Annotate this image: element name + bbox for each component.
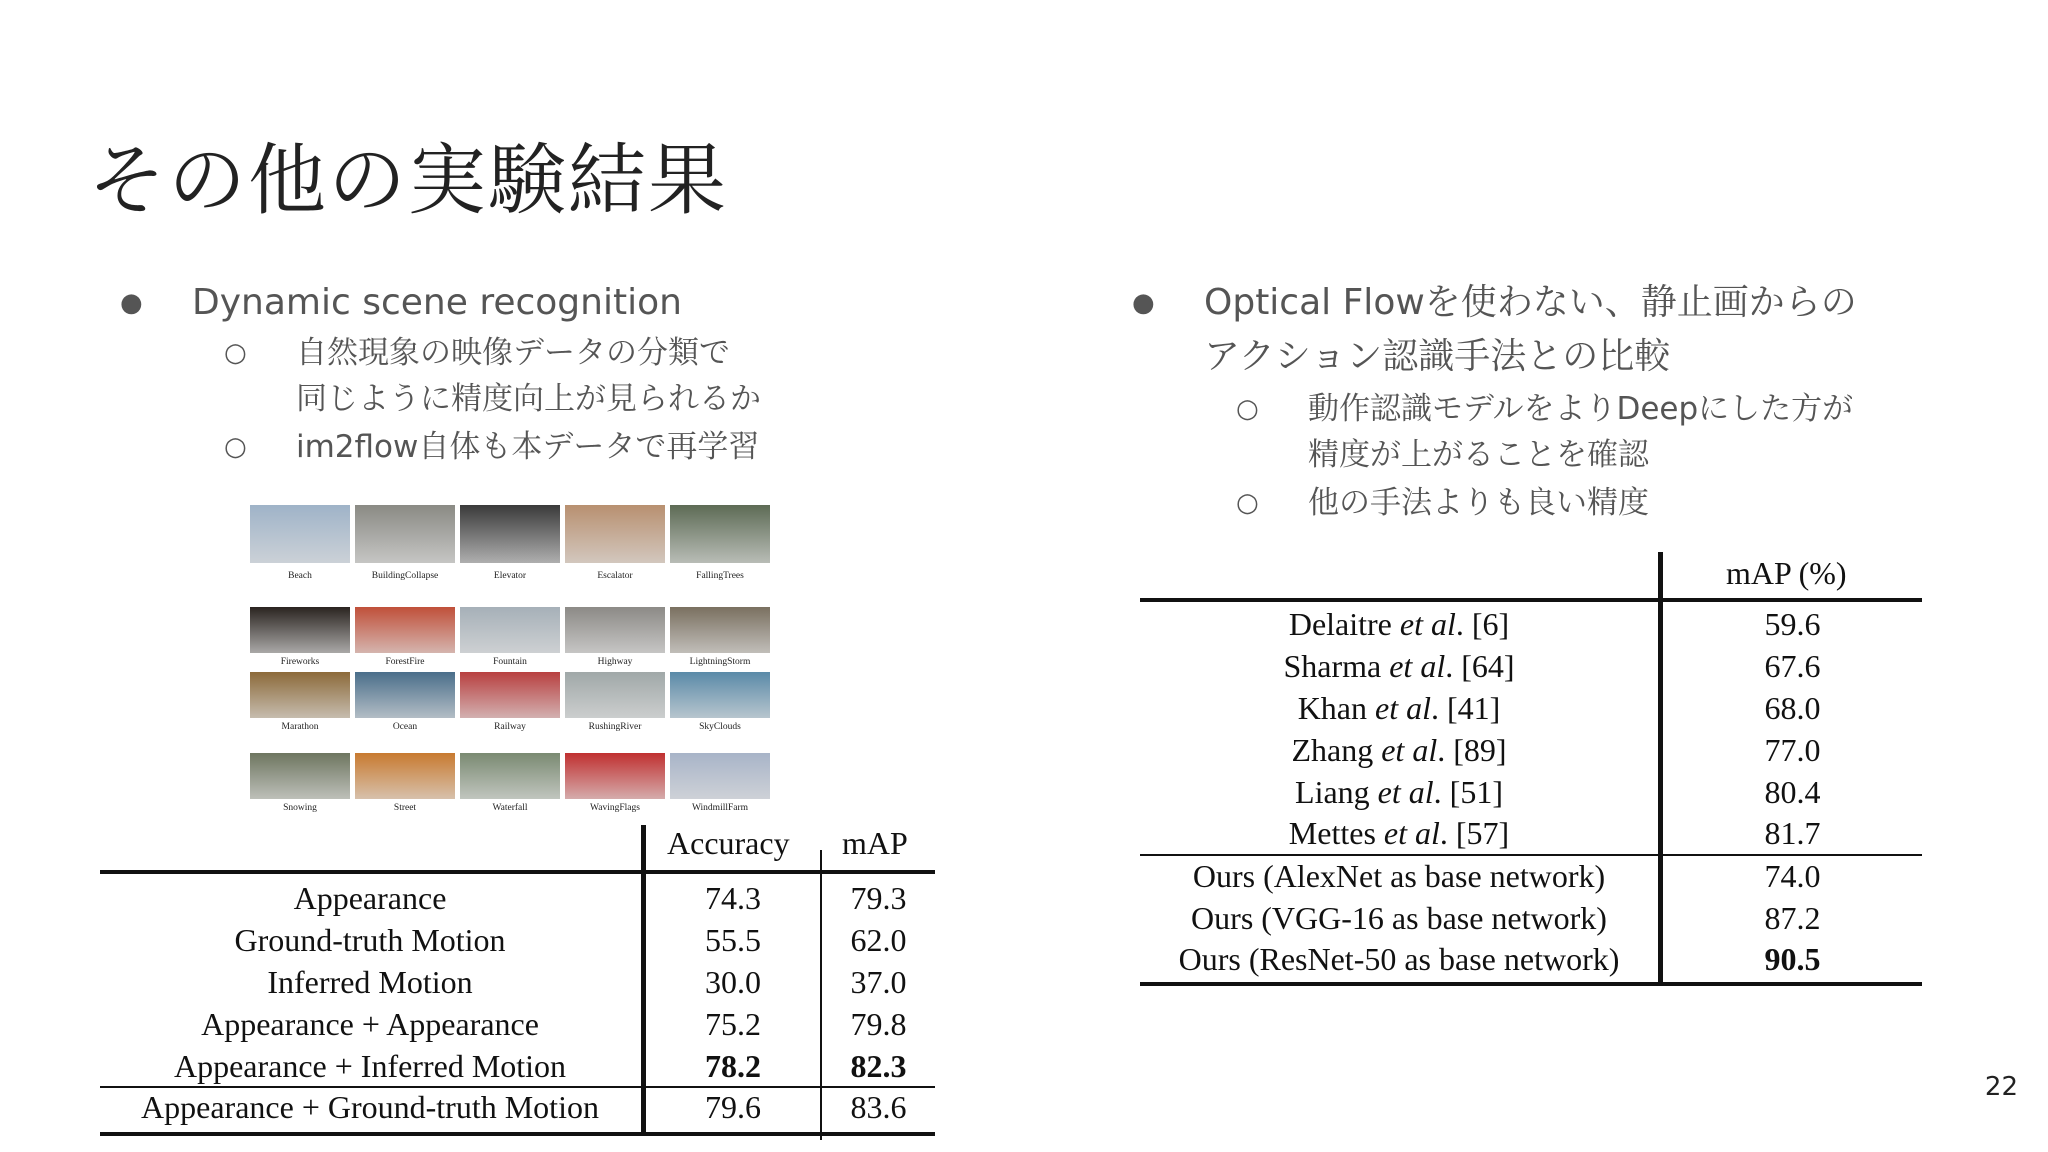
right-sub1-cont	[1308, 432, 1649, 479]
scene-label: Snowing	[283, 803, 317, 813]
bullet-dot-icon: ●	[120, 288, 143, 318]
scene-label: Highway	[597, 657, 633, 667]
row-method-name: Inferred Motion	[267, 964, 473, 1000]
scene-label: LightningStorm	[689, 657, 751, 667]
scene-thumbnail	[250, 672, 350, 718]
row-accuracy: 75.2	[705, 1006, 761, 1042]
scene-thumbnail	[460, 505, 560, 563]
right-bullet-line2: アクション認識手法との比較	[1204, 336, 1671, 377]
row-ours-value: 90.5	[1764, 941, 1821, 977]
row-map: 79.8	[850, 1006, 907, 1042]
row-map: 79.3	[850, 880, 907, 916]
right-sub1	[1236, 386, 1854, 433]
slide-title: その他の実験結果	[88, 136, 729, 226]
header-map-percent: mAP (%)	[1726, 555, 1847, 591]
scene-thumbnail	[670, 505, 770, 563]
scene-thumbnail	[460, 607, 560, 653]
row-accuracy: 30.0	[705, 964, 761, 1000]
sub-bullet-ring-icon: ○	[1236, 488, 1259, 518]
row-map-value: 59.6	[1764, 606, 1821, 642]
row-map: 62.0	[850, 922, 907, 958]
sub-bullet-ring-icon: ○	[224, 338, 247, 368]
scene-thumbnail	[250, 505, 350, 563]
left-bullet-text: Dynamic scene recognition	[192, 282, 682, 323]
scene-label: Elevator	[493, 571, 527, 581]
row-accuracy: 74.3	[705, 880, 761, 916]
row-map-value: 77.0	[1764, 732, 1821, 768]
left-sub2-text: im2flow自体も本データで再学習	[296, 429, 760, 465]
row-accuracy: 79.6	[705, 1089, 761, 1125]
left-bullet	[120, 276, 682, 330]
row-map-value: 81.7	[1764, 815, 1821, 851]
row-ours-name: Ours (ResNet-50 as base network)	[1178, 941, 1620, 977]
row-method-name: Khan et al. [41]	[1297, 690, 1501, 726]
scene-label: ForestFire	[385, 657, 425, 667]
row-method-name: Appearance + Inferred Motion	[173, 1048, 567, 1084]
scene-label: FallingTrees	[696, 571, 744, 581]
row-method-name: Ground-truth Motion	[234, 922, 506, 958]
right-sub1-line2: 精度が上がることを確認	[1308, 437, 1649, 473]
sub-bullet-ring-icon: ○	[1236, 394, 1259, 424]
right-sub2-text: 他の手法よりも良い精度	[1308, 485, 1649, 521]
right-bullet	[1132, 276, 1857, 330]
scene-thumbnail	[565, 607, 665, 653]
row-method-name: Appearance + Appearance	[201, 1006, 539, 1042]
scene-label: WindmillFarm	[691, 803, 749, 813]
header-accuracy: Accuracy	[667, 825, 790, 861]
scene-thumbnail	[670, 672, 770, 718]
scene-label: Ocean	[392, 722, 418, 732]
row-ours-value: 74.0	[1764, 858, 1821, 894]
scene-label: Fireworks	[280, 657, 320, 667]
scene-label: Street	[393, 803, 417, 813]
left-sub1	[224, 330, 730, 377]
row-ours-name: Ours (VGG-16 as base network)	[1191, 900, 1607, 936]
right-sub1-line1: 動作認識モデルをよりDeepにした方が	[1308, 391, 1854, 427]
left-sub1-line1: 自然現象の映像データの分類で	[296, 335, 730, 371]
left-sub1-cont	[296, 376, 761, 423]
row-method-name: Zhang et al. [89]	[1291, 732, 1507, 768]
row-map-value: 80.4	[1764, 774, 1821, 810]
scene-thumbnail	[565, 505, 665, 563]
sub-bullet-ring-icon: ○	[224, 432, 247, 462]
header-map: mAP	[842, 825, 908, 861]
scene-label: SkyClouds	[699, 722, 741, 732]
table-rule	[100, 870, 935, 874]
scene-label: Escalator	[597, 571, 633, 581]
row-map: 82.3	[850, 1048, 907, 1084]
row-method-name: Mettes et al. [57]	[1288, 815, 1510, 851]
scene-thumbnail	[670, 607, 770, 653]
scene-thumbnail	[355, 505, 455, 563]
scene-thumbnail	[355, 753, 455, 799]
right-results-table	[1140, 550, 1930, 990]
row-method-name: Appearance	[293, 880, 447, 916]
row-map: 37.0	[850, 964, 907, 1000]
scene-thumbnail	[355, 607, 455, 653]
left-results-table	[100, 820, 940, 1140]
row-method-name: Liang et al. [51]	[1295, 774, 1503, 810]
scene-thumbnail	[460, 672, 560, 718]
row-method-name: Sharma et al. [64]	[1283, 648, 1515, 684]
row-map-value: 67.6	[1764, 648, 1821, 684]
scene-label: Marathon	[281, 722, 319, 732]
page-number: 22	[1984, 1072, 2018, 1102]
left-sub2	[224, 424, 760, 471]
scene-thumbnail	[460, 753, 560, 799]
scene-label: Beach	[288, 571, 312, 581]
right-bullet-cont	[1204, 330, 1670, 384]
scene-label: RushingRiver	[588, 722, 642, 732]
row-map-value: 68.0	[1764, 690, 1821, 726]
right-bullet-line1: Optical Flowを使わない、静止画からの	[1204, 282, 1857, 323]
scene-thumbnail	[670, 753, 770, 799]
scene-label: Waterfall	[492, 803, 528, 813]
left-sub1-line2: 同じように精度向上が見られるか	[296, 381, 761, 417]
row-method-name: Delaitre et al. [6]	[1288, 606, 1510, 642]
scene-label: Fountain	[493, 657, 527, 667]
scene-thumbnail	[250, 753, 350, 799]
row-ours-name: Ours (AlexNet as base network)	[1192, 858, 1606, 894]
scene-thumbnail	[565, 753, 665, 799]
scene-label: WavingFlags	[590, 803, 640, 813]
scene-thumbnail	[565, 672, 665, 718]
scene-thumbnail	[250, 607, 350, 653]
table-rule	[1140, 982, 1922, 986]
right-sub2	[1236, 480, 1649, 527]
row-ours-value: 87.2	[1764, 900, 1821, 936]
row-map: 83.6	[850, 1089, 907, 1125]
row-accuracy: 78.2	[705, 1048, 761, 1084]
row-method-name: Appearance + Ground-truth Motion	[141, 1089, 599, 1125]
scene-thumbnail	[355, 672, 455, 718]
table-rule	[1140, 598, 1922, 602]
table-rule	[100, 1132, 935, 1136]
scene-label: Railway	[494, 722, 526, 732]
row-accuracy: 55.5	[705, 922, 761, 958]
bullet-dot-icon: ●	[1132, 288, 1155, 318]
scene-label: BuildingCollapse	[371, 571, 439, 581]
